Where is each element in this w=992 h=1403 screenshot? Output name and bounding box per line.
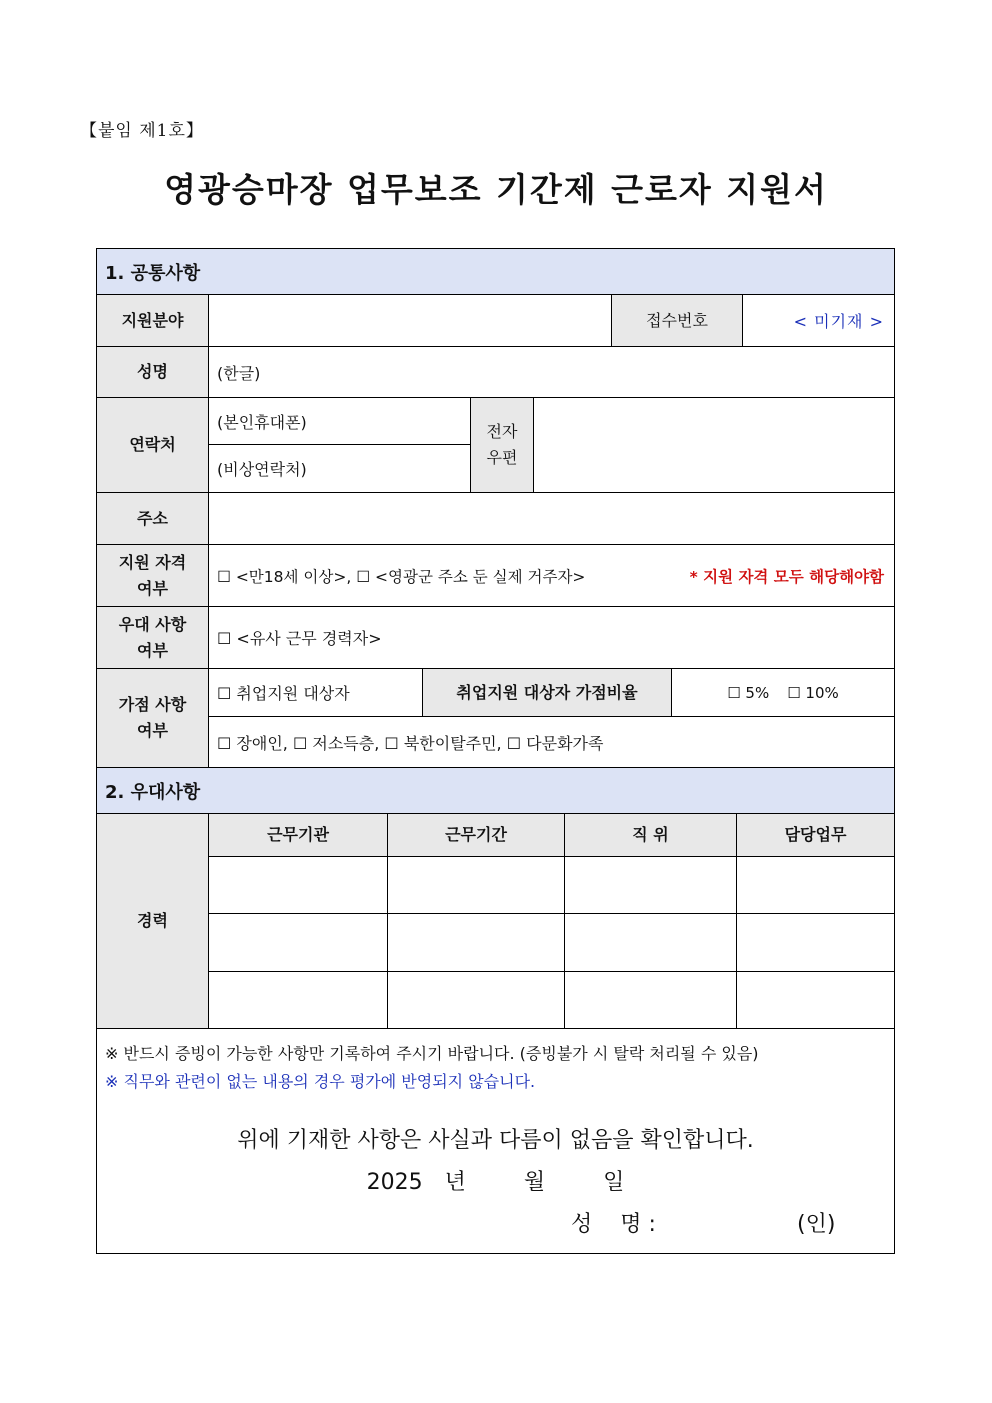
preference-checkbox[interactable]: ☐ <유사 근무 경력자> (208, 606, 894, 668)
preference-label-line2: 여부 (137, 640, 168, 660)
career-cell[interactable] (736, 971, 894, 1028)
qualification-note: * 지원 자격 모두 해당해야함 (689, 567, 884, 586)
career-col-position: 직 위 (564, 813, 736, 856)
bonus-label (97, 668, 208, 767)
career-cell[interactable] (208, 856, 387, 913)
note-evidence: ※ 반드시 증빙이 가능한 사항만 기록하여 주시기 바랍니다. (증빙불가 시 탈락 처리될 수 있음) (105, 1044, 759, 1063)
bonus-rate-label: 취업지원 대상자 가점비율 (422, 668, 671, 716)
qualification-options[interactable] (208, 544, 894, 606)
career-col-duty: 담당업무 (736, 813, 894, 856)
preference-label-line1: 우대 사항 (118, 614, 187, 634)
date-day-unit: 일 (603, 1170, 625, 1195)
bonus-rate-5-checkbox[interactable]: ☐ 5% (727, 683, 770, 702)
email-label-line1: 전자 (486, 422, 518, 441)
career-cell[interactable] (387, 856, 564, 913)
career-col-period: 근무기간 (387, 813, 564, 856)
employment-support-checkbox[interactable]: ☐ 취업지원 대상자 (208, 668, 422, 716)
declaration-statement: 위에 기재한 사항은 사실과 다름이 없음을 확인합니다. (237, 1128, 754, 1153)
email-label-line2: 우편 (486, 448, 518, 467)
phone-input[interactable]: (본인휴대폰) (208, 397, 470, 444)
career-cell[interactable] (564, 971, 736, 1028)
qualification-checkboxes[interactable]: ☐ <만18세 이상>, ☐ <영광군 주소 둔 실제 거주자> (217, 567, 586, 586)
address-label: 주소 (97, 492, 208, 544)
qualification-label-line2: 여부 (137, 578, 168, 598)
bonus-rate-10-checkbox[interactable]: ☐ 10% (787, 683, 839, 702)
career-cell[interactable] (564, 913, 736, 971)
qualification-label-line1: 지원 자격 (118, 552, 187, 572)
career-cell[interactable] (208, 913, 387, 971)
field-input[interactable] (208, 294, 611, 346)
contact-label: 연락처 (97, 397, 208, 492)
field-label: 지원분야 (97, 294, 208, 346)
career-col-org: 근무기관 (208, 813, 387, 856)
signature-label: 성 명 : (571, 1212, 656, 1237)
career-cell[interactable] (208, 971, 387, 1028)
career-cell[interactable] (387, 913, 564, 971)
attachment-label: 【붙임 제1호】 (80, 121, 204, 141)
section2-heading: 2. 우대사항 (97, 767, 894, 813)
page-title: 영광승마장 업무보조 기간제 근로자 지원서 (164, 170, 828, 209)
bonus-label-line1: 가점 사항 (118, 695, 187, 714)
emergency-contact-input[interactable]: (비상연락처) (208, 444, 470, 492)
email-label (470, 397, 533, 492)
career-cell[interactable] (387, 971, 564, 1028)
receipt-value: < 미기재 > (742, 294, 894, 346)
note-relevance: ※ 직무와 관련이 없는 내용의 경우 평가에 반영되지 않습니다. (105, 1072, 536, 1091)
career-cell[interactable] (736, 913, 894, 971)
date-year-unit: 년 (444, 1170, 466, 1195)
career-label: 경력 (97, 813, 208, 1028)
seal-mark[interactable]: (인) (797, 1212, 836, 1237)
preference-label (97, 606, 208, 668)
name-input[interactable]: (한글) (208, 346, 894, 397)
career-cell[interactable] (736, 856, 894, 913)
bonus-rate-options (671, 668, 894, 716)
section1-heading: 1. 공통사항 (97, 249, 894, 294)
date-month-unit: 월 (523, 1170, 546, 1195)
date-year: 2025 (366, 1170, 423, 1195)
bonus-other-checkboxes[interactable]: ☐ 장애인, ☐ 저소득층, ☐ 북한이탈주민, ☐ 다문화가족 (208, 716, 894, 767)
application-form (96, 248, 895, 1254)
bonus-label-line2: 여부 (137, 721, 168, 740)
qualification-label (97, 544, 208, 606)
career-cell[interactable] (564, 856, 736, 913)
notes-area (97, 1028, 894, 1253)
name-label: 성명 (97, 346, 208, 397)
receipt-label: 접수번호 (611, 294, 742, 346)
declaration-date (97, 1165, 894, 1196)
address-input[interactable] (208, 492, 894, 544)
email-input[interactable] (533, 397, 894, 492)
